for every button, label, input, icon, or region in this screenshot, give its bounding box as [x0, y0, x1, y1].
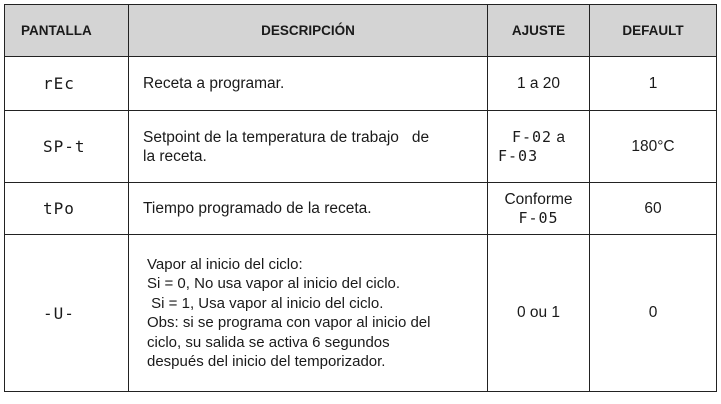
default-cell: 180°C [590, 111, 717, 183]
table-row [5, 57, 717, 111]
ajuste-code: F-05 [518, 208, 559, 227]
description-cell: Receta a programar. [129, 57, 488, 111]
header-ajuste: AJUSTE [488, 5, 590, 57]
description-cell [129, 235, 488, 392]
description-line: la receta. [143, 147, 207, 165]
ajuste-cell: 0 ou 1 [488, 235, 590, 392]
ajuste-cell [488, 183, 590, 235]
screen-code: rEc [5, 57, 129, 111]
description-line: Si = 1, Usa vapor al inicio del ciclo. [147, 294, 384, 312]
description-line: Si = 0, No usa vapor al inicio del ciclo. [147, 275, 401, 292]
default-cell: 1 [590, 57, 717, 111]
ajuste-text: Conforme [504, 190, 573, 208]
table-row [5, 235, 717, 392]
screen-code: SP-t [5, 111, 129, 183]
description-cell [129, 111, 488, 183]
table-header-row [5, 5, 717, 57]
header-pantalla: PANTALLA [5, 5, 129, 57]
default-cell: 0 [590, 235, 717, 392]
description-line: Vapor al inicio del ciclo: [147, 255, 303, 273]
screen-code: -U- [5, 235, 129, 392]
description-cell: Tiempo programado de la receta. [129, 183, 488, 235]
ajuste-cell [488, 111, 590, 183]
settings-table [4, 4, 717, 392]
table-row [5, 111, 717, 183]
ajuste-cell: 1 a 20 [488, 57, 590, 111]
header-default: DEFAULT [590, 5, 717, 57]
description-line: ciclo, su salida se activa 6 segundos [147, 333, 390, 351]
screen-code: tPo [5, 183, 129, 235]
default-cell: 60 [590, 183, 717, 235]
description-line: Obs: si se programa con vapor al inicio del [147, 314, 431, 331]
table-row [5, 183, 717, 235]
ajuste-code: F-03 [498, 147, 539, 165]
description-line: Setpoint de la temperatura de trabajo de [143, 128, 430, 146]
ajuste-connector: a [552, 129, 566, 146]
description-line: después del inicio del temporizador. [147, 353, 386, 370]
header-descripcion: DESCRIPCIÓN [129, 5, 488, 57]
ajuste-code: F-02 [511, 128, 553, 146]
